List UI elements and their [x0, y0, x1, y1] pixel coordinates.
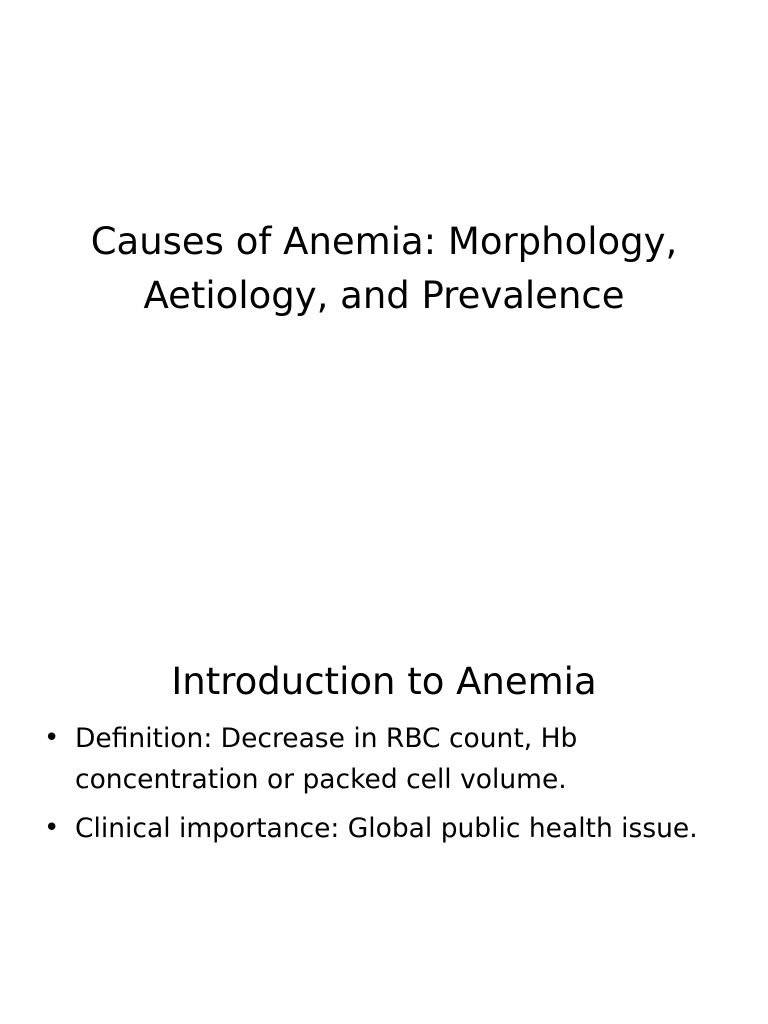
slide-introduction [0, 512, 768, 1024]
bullet-dot-icon: • [44, 723, 60, 753]
bullet-item-definition [44, 718, 744, 800]
slide-1-title [40, 215, 728, 323]
bullet-2-line-1: Clinical importance: Global public health issue. [75, 813, 698, 844]
bullet-text [75, 718, 744, 800]
bullet-1-line-2: concentration or packed cell volume. [75, 764, 567, 795]
bullet-dot-icon: • [44, 813, 60, 843]
slide-2-title: Introduction to Anemia [171, 659, 597, 703]
slide-1-title-line-1: Causes of Anemia: Morphology, [90, 219, 678, 263]
bullet-text [75, 808, 744, 849]
bullet-1-line-1: Definition: Decrease in RBC count, Hb [75, 723, 578, 754]
bullet-list [44, 718, 744, 857]
bullet-item-clinical-importance [44, 808, 744, 849]
slide-1-title-line-2: Aetiology, and Prevalence [143, 273, 625, 317]
